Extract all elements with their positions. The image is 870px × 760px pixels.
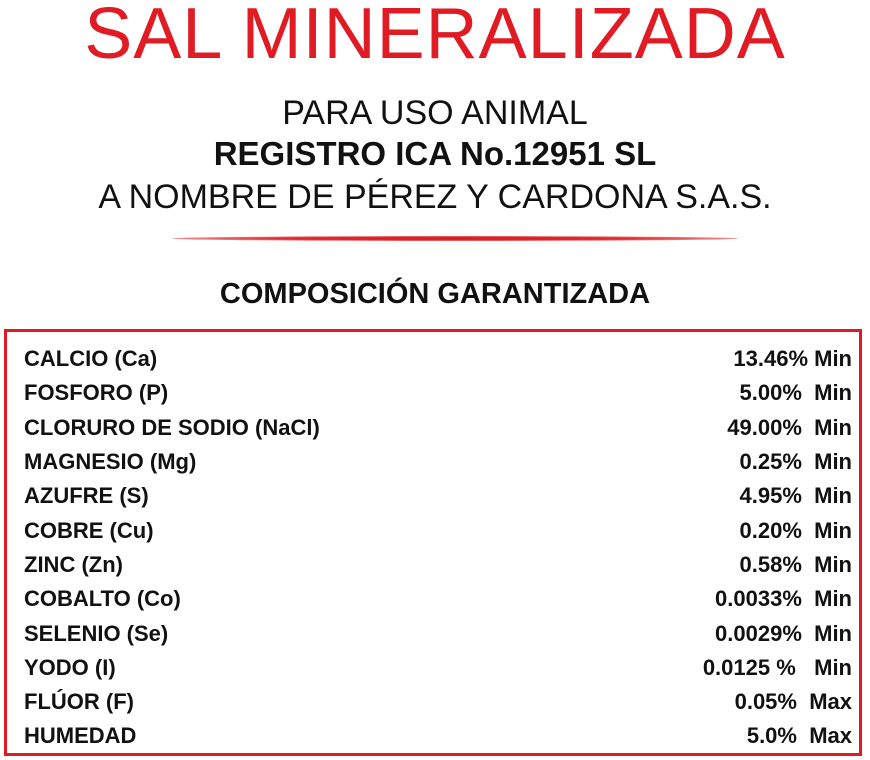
table-row (24, 411, 852, 445)
nutrient-name: CALCIO (Ca) (24, 346, 158, 372)
table-row (24, 376, 852, 410)
table-row (24, 616, 852, 650)
nutrient-value: 0.0125 % Min (702, 654, 852, 680)
composition-heading: COMPOSICIÓN GARANTIZADA (219, 278, 651, 310)
nutrient-name: ZINC (Zn) (24, 551, 123, 577)
nutrient-name: MAGNESIO (Mg) (24, 449, 197, 475)
nutrient-value: 0.25% Min (739, 449, 852, 475)
registration-line: REGISTRO ICA No.12951 SL (213, 135, 657, 172)
nutrient-value: 0.58% Min (739, 551, 852, 577)
table-row (24, 719, 852, 753)
nutrient-value: 4.95% Min (739, 483, 852, 509)
product-title: SAL MINERALIZADA (84, 0, 786, 74)
nutrient-value: 5.0% Max (746, 723, 852, 749)
table-row (24, 685, 852, 719)
nutrient-value: 13.46% Min (733, 346, 852, 372)
nutrient-value: 0.20% Min (739, 517, 852, 543)
nutrient-name: YODO (I) (24, 654, 116, 680)
owner-line: A NOMBRE DE PÉREZ Y CARDONA S.A.S. (98, 178, 772, 216)
nutrient-name: COBRE (Cu) (24, 517, 154, 543)
nutrient-name: SELENIO (Se) (24, 620, 169, 646)
nutrient-name: CLORURO DE SODIO (NaCl) (24, 414, 320, 440)
nutrient-value: 5.00% Min (739, 380, 852, 406)
nutrient-name: FOSFORO (P) (24, 380, 169, 406)
table-row (24, 513, 852, 547)
nutrient-name: HUMEDAD (24, 723, 137, 749)
table-row (24, 548, 852, 582)
table-row (24, 479, 852, 513)
nutrient-value: 0.0033% Min (715, 586, 852, 612)
nutrient-name: COBALTO (Co) (24, 586, 181, 612)
table-row (24, 445, 852, 479)
nutrient-value: 0.05% Max (734, 689, 852, 715)
table-row (24, 342, 852, 376)
nutrient-value: 49.00% Min (727, 414, 852, 440)
nutrient-value: 0.0029% Min (715, 620, 852, 646)
red-divider (172, 236, 738, 241)
table-row (24, 582, 852, 616)
composition-table (24, 342, 852, 754)
usage-line: PARA USO ANIMAL (282, 94, 588, 132)
nutrient-name: FLÚOR (F) (24, 689, 134, 715)
table-row (24, 651, 852, 685)
nutrient-name: AZUFRE (S) (24, 483, 149, 509)
